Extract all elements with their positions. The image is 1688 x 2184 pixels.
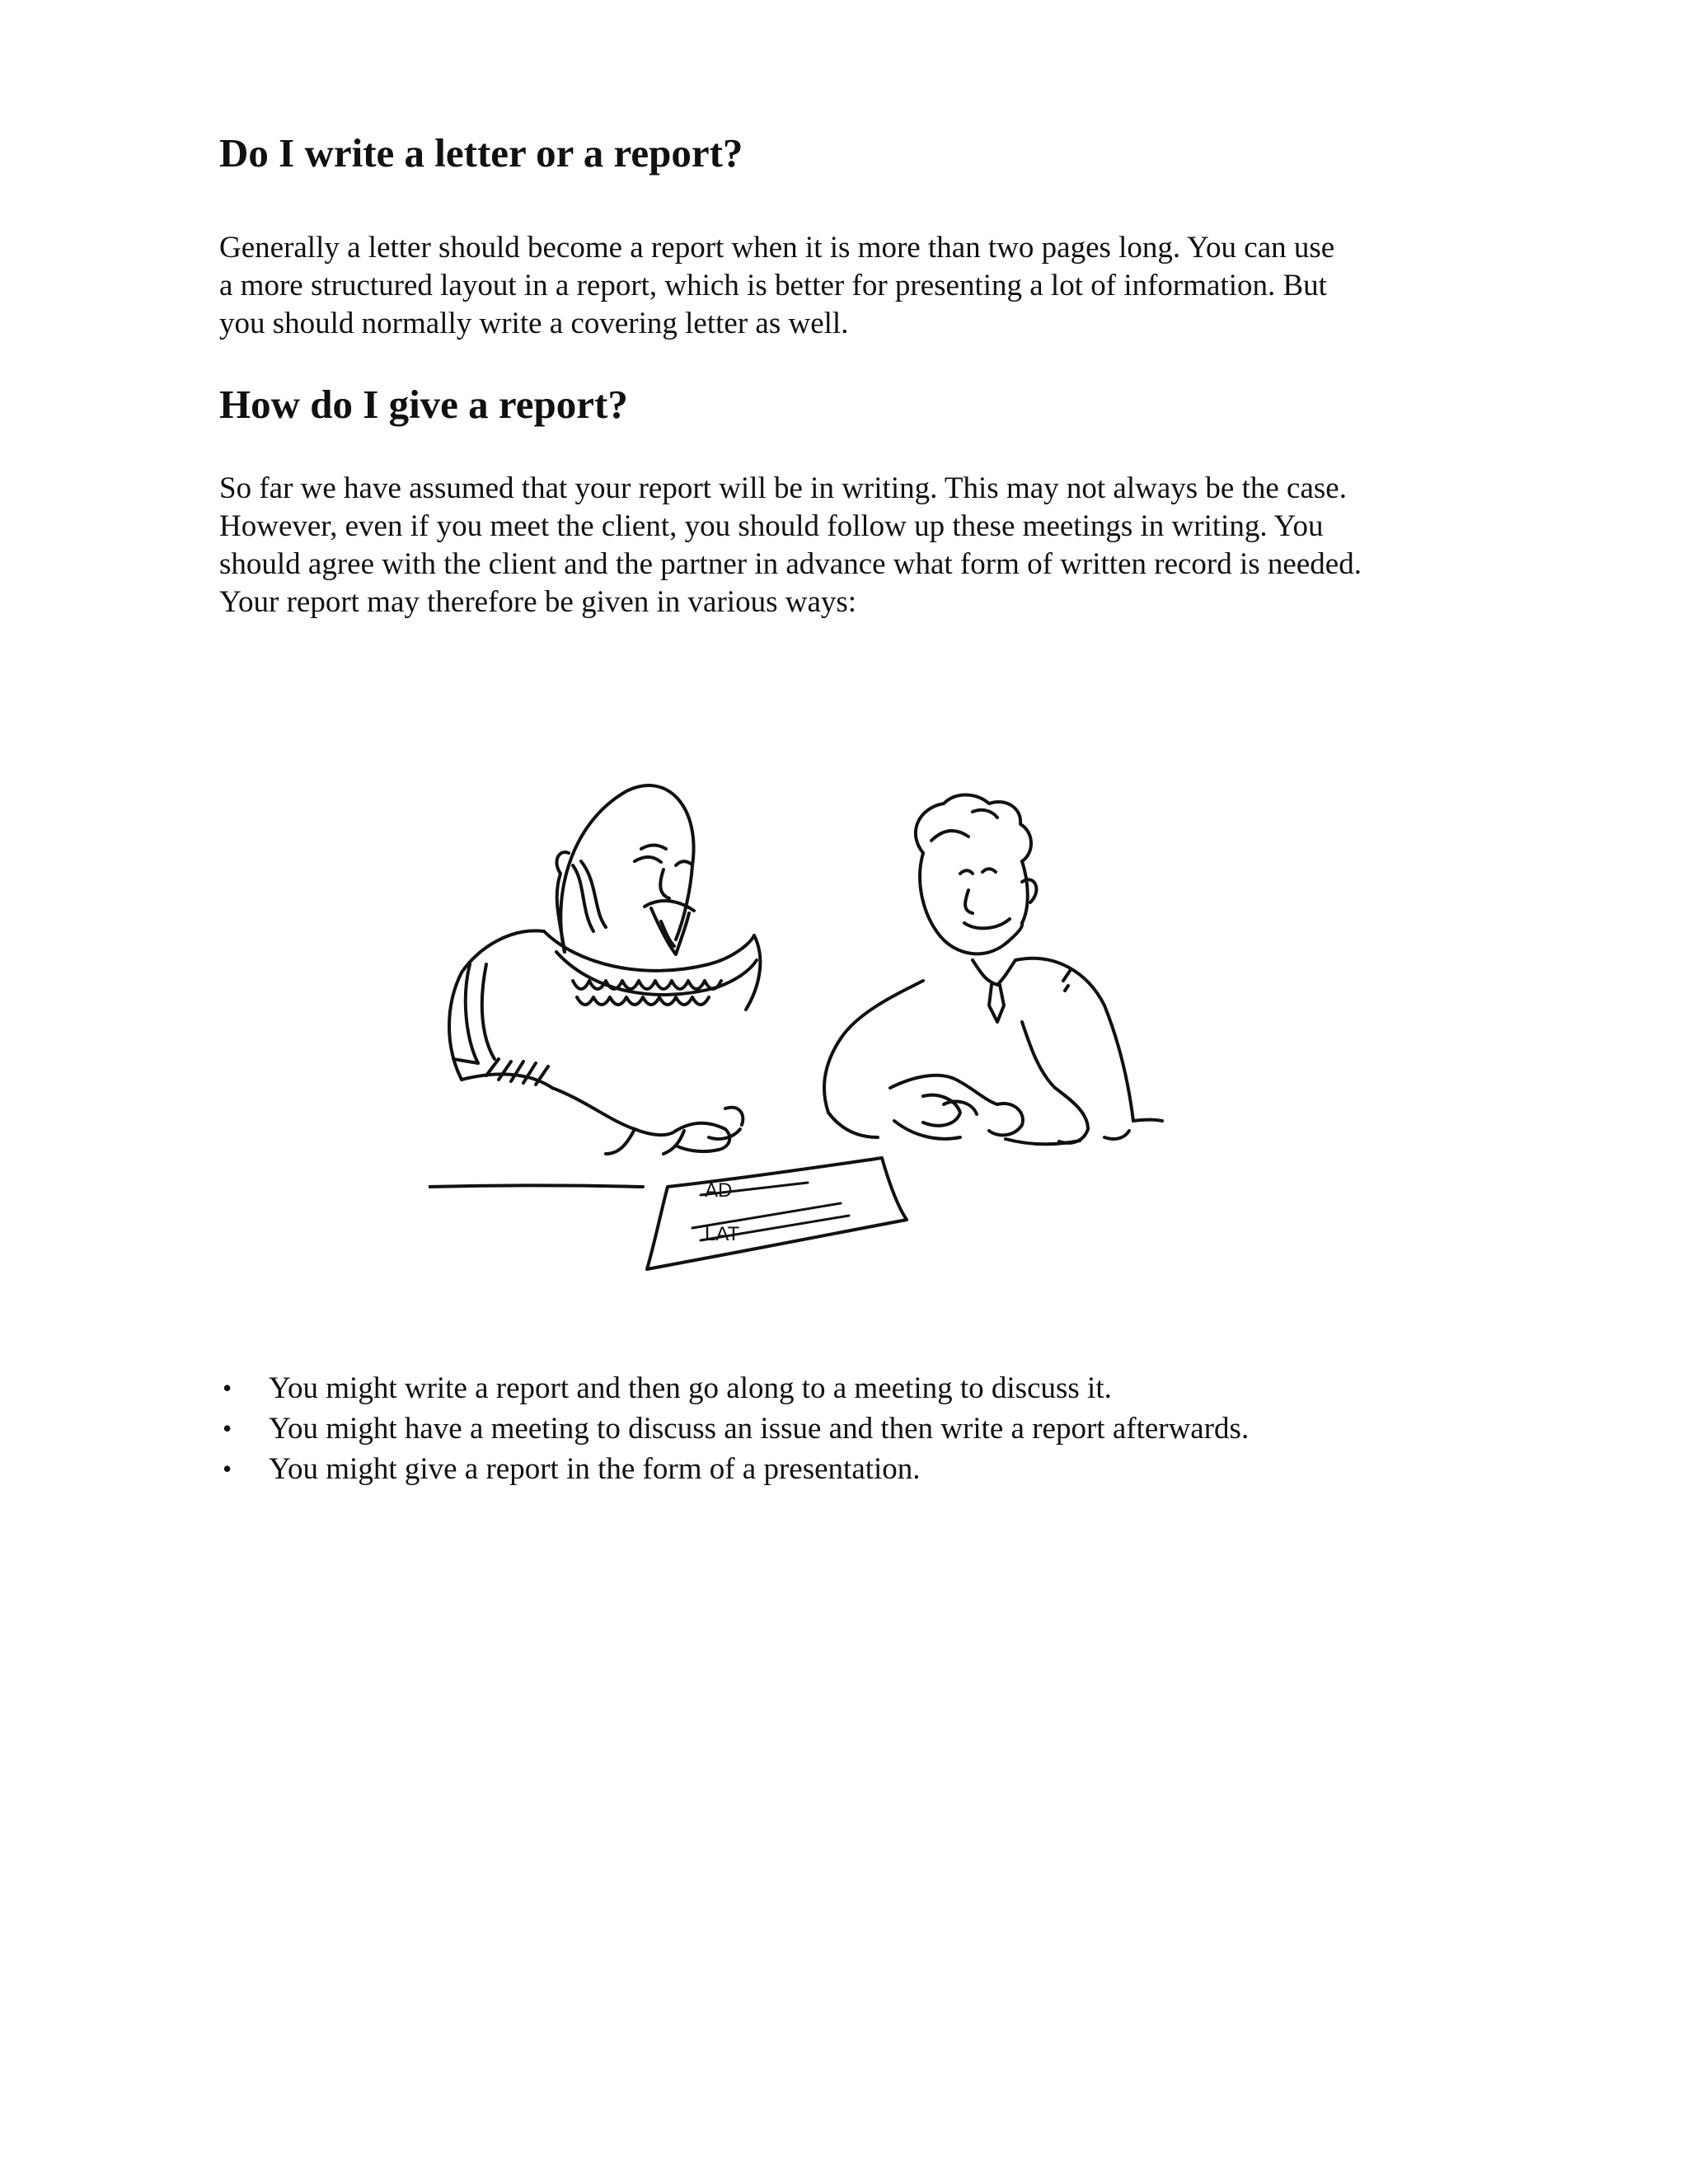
- paragraph-line: a more structured layout in a report, which is better for presenting a lot of information. But: [219, 269, 1327, 302]
- ways-list: [219, 1368, 1249, 1489]
- list-item-text: You might have a meeting to discuss an issue and then write a report afterwards.: [269, 1412, 1250, 1446]
- list-item: [219, 1449, 1249, 1489]
- paragraph-line: However, even if you meet the client, you should follow up these meetings in writing. You: [219, 509, 1324, 543]
- paper-scribble: LAT: [705, 1223, 740, 1245]
- paragraph-how-give-report: [219, 470, 1362, 621]
- paragraph-line: you should normally write a covering letter as well.: [219, 307, 849, 340]
- list-item: [219, 1408, 1249, 1449]
- paragraph-line: should agree with the client and the partner in advance what form of written record is needed.: [219, 547, 1362, 581]
- bullet-icon: •: [223, 1373, 232, 1403]
- paper-scribble: AD: [705, 1179, 733, 1202]
- sketch-drawing: [429, 775, 1220, 1302]
- meeting-illustration: [429, 775, 1220, 1302]
- bullet-icon: •: [223, 1454, 232, 1483]
- left-figure: [449, 785, 760, 1154]
- right-figure: [824, 794, 1162, 1144]
- bullet-icon: •: [223, 1413, 232, 1443]
- paragraph-line: So far we have assumed that your report will be in writing. This may not always be the case.: [219, 471, 1347, 505]
- paragraph-line: Generally a letter should become a report when it is more than two pages long. You can use: [219, 231, 1335, 265]
- paper-sheet: [647, 1158, 907, 1269]
- list-item-text: You might write a report and then go along to a meeting to discuss it.: [269, 1371, 1112, 1405]
- heading-letter-or-report: Do I write a letter or a report?: [219, 130, 743, 176]
- heading-how-give-report: How do I give a report?: [219, 382, 628, 427]
- list-item-text: You might give a report in the form of a presentation.: [269, 1452, 921, 1486]
- table-edge: [429, 1186, 643, 1188]
- list-item: [219, 1368, 1249, 1408]
- paragraph-line: Your report may therefore be given in various ways:: [219, 585, 857, 619]
- paragraph-letter-or-report: [219, 229, 1334, 343]
